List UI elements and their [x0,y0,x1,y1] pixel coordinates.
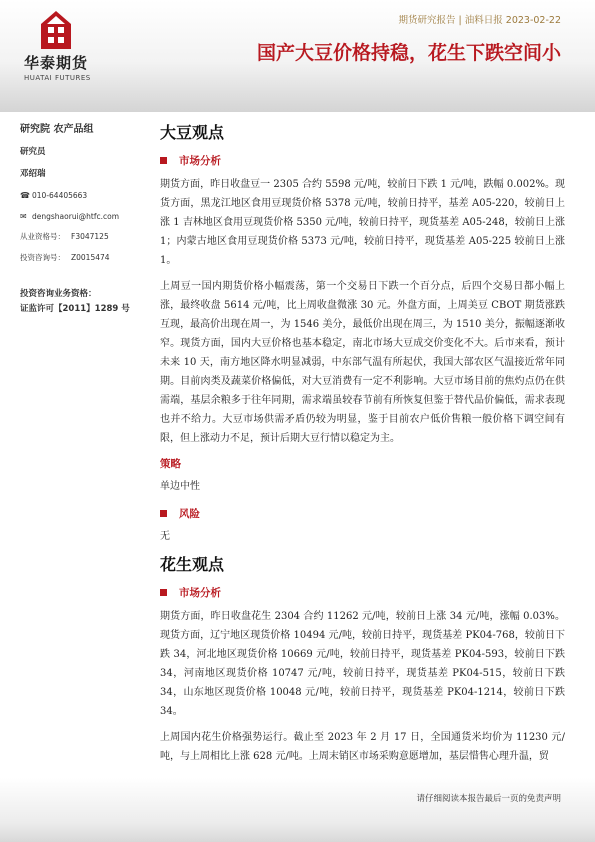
analyst-sidebar [20,114,148,314]
bullet-square-icon [160,589,167,596]
footer-band [0,778,595,842]
soy-risk-heading [160,506,565,521]
logo-name-en: HUATAI FUTURES [24,74,91,82]
peanut-section-title: 花生观点 [160,555,225,574]
consult-line [20,252,148,263]
soy-risk-label: 风险 [179,508,200,520]
page-title: 国产大豆价格持稳，花生下跌空间小 [256,42,561,64]
report-body [160,114,565,766]
soy-market-paragraph-1: 期货方面，昨日收盘豆一 2305 合约 5598 元/吨，较前日下跌 1 元/吨，跌幅 0.002%。现货方面，黑龙江地区食用豆现货价格 5378 元/吨，较前日持平，基差 A05-220，较前日上涨 1 吉林地区食用豆现货价格 5350 元/吨，较前日持平，现货基差 A05-248，较前日上涨 1；内蒙古地区食用豆现货价格 5373 元/吨，较前日持平，现货基差 A05-225 较前日上涨 1。 [160,179,565,266]
analyst-role: 研究员 [20,147,46,157]
department: 研究院 农产品组 [20,124,94,135]
soy-market-heading [160,153,565,168]
phone-icon: ☎ [20,191,30,200]
bullet-square-icon [160,510,167,517]
disclaimer-note: 请仔细阅读本报告最后一页的免责声明 [416,794,561,804]
consult-number: Z0015474 [71,253,110,262]
peanut-market-paragraph-2: 上周国内花生价格强势运行。截止至 2023 年 2 月 17 日，全国通货米均价为 11230 元/吨，与上周相比上涨 628 元/吨。上周末销区市场采购意愿增加，基层惜售心理升温，贸 [160,732,565,762]
phone-line [20,191,148,200]
license-number: 证监许可【2011】1289 号 [20,304,130,314]
phone-number: 010-64405663 [32,191,88,200]
peanut-market-paragraph-1: 期货方面，昨日收盘花生 2304 合约 11262 元/吨，较前日上涨 34 元/吨，涨幅 0.03%。现货方面，辽宁地区现货价格 10494 元/吨，较前日持平，现货基差 PK04-768，较前日下跌 34，河北地区现货价格 10669 元/吨，较前日持平，现货基差 PK04-593，较前日下跌 34，河南地区现货价格 10747 元/吨，较前日持平，现货基差 PK04-515，较前日下跌 34，山东地区现货价格 10048 元/吨，较前日持平，现货基差 PK04-1214，较前日下跌 34。 [160,611,565,717]
qualification-line [20,231,148,242]
email-line[interactable] [20,212,148,221]
soy-strategy-label: 策略 [160,458,181,470]
soy-market-paragraph-2: 上周豆一国内期货价格小幅震荡，第一个交易日下跌一个百分点，后四个交易日都小幅上涨，最终收盘 5614 元/吨，比上周收盘微涨 30 元。外盘方面，上周美豆 CBOT 期货涨跌互现，最高价出现在周一，为 1546 美分，最低价出现在周三，为 1510 美分，振幅逐渐收窄。现货方面，国内大豆价格也基本稳定，南北市场大豆成交价变化不大。后市来看，预计未来 10 天，南方地区降水明显减弱，中东部气温有所起伏，我国大部农区气温接近常年同期。目前肉类及蔬菜价格偏低，对大豆消费有一定不利影响。大豆市场目前的焦灼点仍在供需端，基层余粮多于往年同期，需求端虽较春节前有所恢复但鉴于替代品价偏低，需求表现也并不给力。大豆市场供需矛盾仍较为明显，鉴于目前农户低价售粮一般价格下调空间有限，但上涨动力不足，预计后期大豆行情以稳定为主。 [160,281,565,444]
analyst-name: 邓绍瑞 [20,169,46,179]
bullet-square-icon [160,157,167,164]
license-label: 投资咨询业务资格： [20,289,97,299]
qualification-label: 从业资格号： [20,232,65,241]
soy-strategy-text: 单边中性 [160,481,200,492]
soy-risk-text: 无 [160,531,170,542]
huatai-logo-icon [40,10,72,50]
email-address[interactable]: dengshaorui@htfc.com [32,212,120,221]
peanut-market-label: 市场分析 [179,587,221,599]
consult-label: 投资咨询号： [20,253,65,262]
company-logo [24,10,102,82]
peanut-market-heading [160,585,565,600]
logo-name-cn: 华泰期货 [24,54,89,72]
report-tag: 期货研究报告 | 油料日报 2023-02-22 [398,15,561,26]
soy-market-label: 市场分析 [179,155,221,167]
soy-section-title: 大豆观点 [160,123,225,142]
email-icon: ✉ [20,212,27,221]
qualification-number: F3047125 [71,232,109,241]
